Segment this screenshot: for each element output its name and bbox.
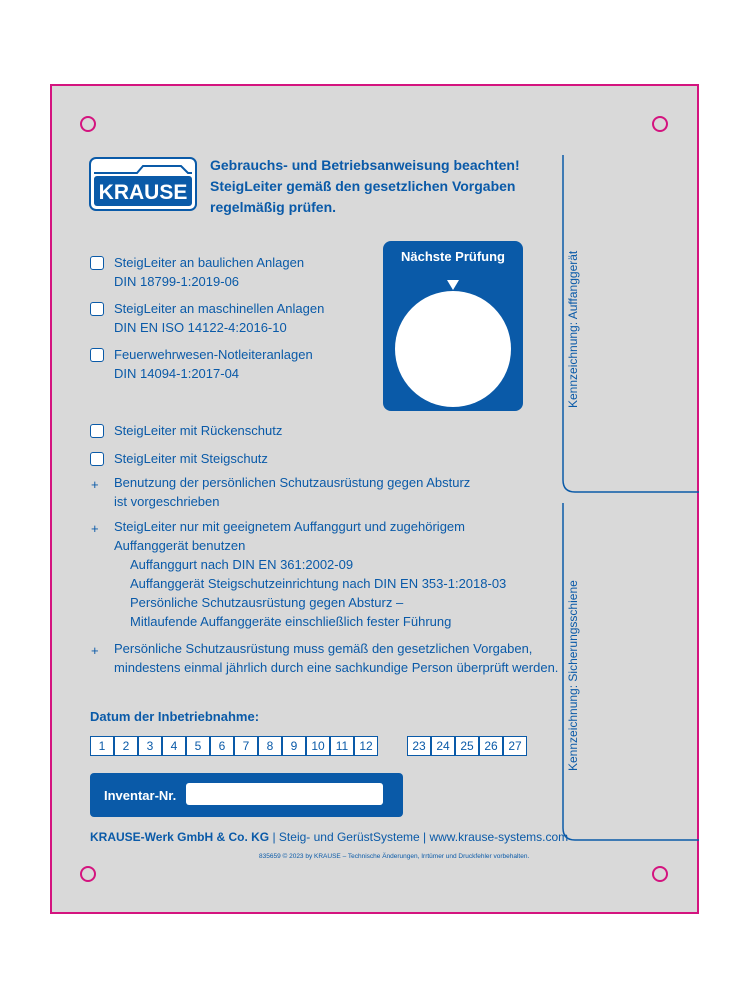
checkbox-label-maschinellen — [114, 299, 324, 337]
inspection-sticker-area — [395, 291, 511, 407]
day-box[interactable]: 9 — [282, 736, 306, 756]
day-box[interactable]: 12 — [354, 736, 378, 756]
checkbox-label-steigschutz: SteigLeiter mit Steigschutz — [114, 451, 268, 466]
note-line: ist vorgeschrieben — [114, 494, 220, 509]
checkbox-label-text: SteigLeiter an baulichen Anlagen — [114, 255, 305, 270]
note-line: SteigLeiter nur mit geeignetem Auffanggurt und zugehörigem — [114, 519, 465, 534]
day-box[interactable]: 1 — [90, 736, 114, 756]
note-psa-required — [114, 473, 470, 511]
footer-info: | Steig- und GerüstSysteme | www.krause-systems.com — [269, 830, 569, 844]
mounting-hole-top-right — [652, 116, 668, 132]
note-annual-inspection — [114, 639, 558, 677]
note-line: Persönliche Schutzausrüstung muss gemäß den gesetzlichen Vorgaben, — [114, 641, 533, 656]
inventory-panel — [90, 773, 403, 817]
footer-company: KRAUSE-Werk GmbH & Co. KG — [90, 830, 270, 844]
mounting-hole-bottom-left — [80, 866, 96, 882]
dial-pointer-icon — [447, 280, 459, 290]
inventory-number-field[interactable] — [186, 783, 383, 805]
day-box[interactable]: 27 — [503, 736, 527, 756]
commissioning-date-row — [90, 736, 527, 756]
inventory-label: Inventar-Nr. — [104, 788, 177, 803]
checkbox-label-rueckenschutz: SteigLeiter mit Rückenschutz — [114, 423, 283, 438]
checkbox-label-text: SteigLeiter an maschinellen Anlagen — [114, 301, 325, 316]
day-box[interactable]: 11 — [330, 736, 354, 756]
checkbox-label-baulichen — [114, 253, 304, 291]
day-box[interactable]: 6 — [210, 736, 234, 756]
plus-bullet: + — [91, 643, 99, 658]
day-box[interactable]: 8 — [258, 736, 282, 756]
side-label-auffanggeraet: Kennzeichnung: Auffanggerät — [566, 250, 580, 408]
footer — [90, 830, 568, 844]
krause-logo — [89, 157, 197, 211]
day-box[interactable]: 26 — [479, 736, 503, 756]
commissioning-date-label: Datum der Inbetriebnahme: — [90, 709, 260, 724]
day-box[interactable]: 23 — [407, 736, 431, 756]
day-box[interactable]: 2 — [114, 736, 138, 756]
next-inspection-title: Nächste Prüfung — [400, 249, 505, 264]
checkbox-steigschutz[interactable] — [90, 452, 104, 466]
checkbox-notleiteranlagen[interactable] — [90, 348, 104, 362]
note-line: Auffanggerät benutzen — [114, 538, 246, 553]
checkbox-label-notleiter — [114, 345, 313, 383]
side-label-sicherungsschiene: Kennzeichnung: Sicherungsschiene — [566, 580, 580, 771]
checkbox-label-text: Feuerwehrwesen-Notleiteranlagen — [114, 347, 313, 362]
checkbox-norm-text: DIN EN ISO 14122-4:2016-10 — [114, 320, 287, 335]
note-line: Benutzung der persönlichen Schutzausrüstung gegen Absturz — [114, 475, 471, 490]
checkbox-norm-text: DIN 18799-1:2019-06 — [114, 274, 240, 289]
day-box[interactable]: 25 — [455, 736, 479, 756]
logo-text: KRAUSE — [98, 181, 188, 204]
mounting-hole-top-left — [80, 116, 96, 132]
day-box[interactable]: 4 — [162, 736, 186, 756]
checkbox-baulichen-anlagen[interactable] — [90, 256, 104, 270]
note-subline: Persönliche Schutzausrüstung gegen Absturz – — [130, 595, 404, 610]
day-gap — [378, 736, 407, 756]
plus-bullet: + — [91, 477, 99, 492]
note-subline: Mitlaufende Auffanggeräte einschließlich fester Führung — [130, 614, 452, 629]
note-auffanggurt — [114, 517, 506, 631]
header-instructions — [210, 155, 520, 218]
day-box[interactable]: 7 — [234, 736, 258, 756]
header-line-1: Gebrauchs- und Betriebsanweisung beachten! — [210, 157, 520, 173]
mounting-hole-bottom-right — [652, 866, 668, 882]
checkbox-rueckenschutz[interactable] — [90, 424, 104, 438]
checkbox-norm-text: DIN 14094-1:2017-04 — [114, 366, 240, 381]
day-box[interactable]: 3 — [138, 736, 162, 756]
note-subline: Auffanggurt nach DIN EN 361:2002-09 — [130, 557, 354, 572]
note-line: mindestens einmal jährlich durch eine sachkundige Person überprüft werden. — [114, 660, 559, 675]
next-inspection-panel — [383, 241, 523, 411]
note-subline: Auffanggerät Steigschutzeinrichtung nach DIN EN 353-1:2018-03 — [130, 576, 507, 591]
day-box[interactable]: 24 — [431, 736, 455, 756]
header-line-3: regelmäßig prüfen. — [210, 199, 337, 215]
day-box[interactable]: 5 — [186, 736, 210, 756]
footer-legal: 835659 © 2023 by KRAUSE – Technische Änderungen, Irrtümer und Druckfehler vorbehalten. — [259, 853, 530, 860]
checkbox-maschinellen-anlagen[interactable] — [90, 302, 104, 316]
header-line-2: SteigLeiter gemäß den gesetzlichen Vorgaben — [210, 178, 516, 194]
note-sublist — [114, 555, 506, 631]
plus-bullet: + — [91, 521, 99, 536]
day-box[interactable]: 10 — [306, 736, 330, 756]
